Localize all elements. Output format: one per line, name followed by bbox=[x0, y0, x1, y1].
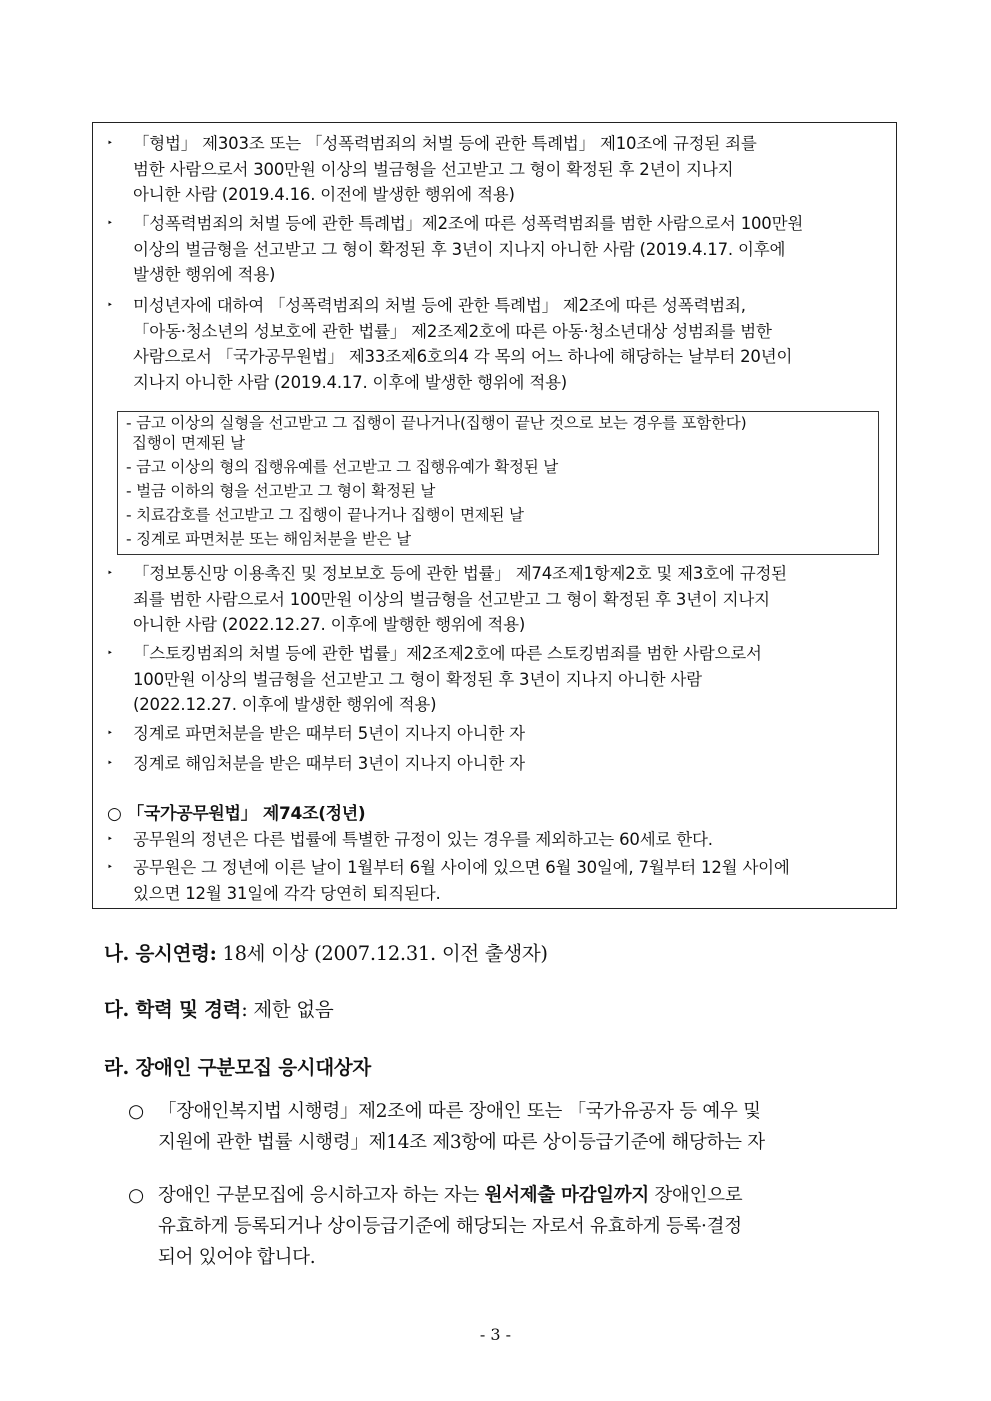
disabled-heading bbox=[104, 1052, 371, 1080]
reference-date-line: - 징계로 파면처분 또는 해임처분을 받은 날 bbox=[126, 530, 411, 548]
list-item-line: 「형법」 제303조 또는 「성폭력범죄의 처벌 등에 관한 특례법」 제10조에 규정된 죄를 bbox=[133, 134, 757, 153]
legal-provisions-box bbox=[92, 122, 897, 909]
list-item-line: 지나지 아니한 사람 (2019.4.17. 이후에 발생한 행위에 적용) bbox=[133, 372, 568, 392]
bullet-icon: ‣ bbox=[107, 834, 113, 845]
list-item-line: 100만원 이상의 벌금형을 선고받고 그 형이 확정된 후 3년이 지나지 아니한 사람 bbox=[133, 669, 702, 689]
reference-date-box bbox=[117, 411, 879, 555]
list-item-line: 있으면 12월 31일에 각각 당연히 퇴직된다. bbox=[133, 883, 441, 903]
education-value: : 제한 없음 bbox=[241, 998, 334, 1021]
reference-date-line: - 벌금 이하의 형을 선고받고 그 형이 확정된 날 bbox=[126, 482, 436, 500]
bullet-icon: ‣ bbox=[107, 758, 113, 769]
list-item-line: 죄를 범한 사람으로서 100만원 이상의 벌금형을 선고받고 그 형이 확정된 후 3년이 지나지 bbox=[133, 589, 770, 609]
education-label: 다. 학력 및 경력 bbox=[104, 998, 242, 1021]
list-item-line: 「아동·청소년의 성보호에 관한 법률」 제2조제2호에 따른 아동·청소년대상 성범죄를 범한 bbox=[133, 321, 772, 341]
list-item-line: 범한 사람으로서 300만원 이상의 벌금형을 선고받고 그 형이 확정된 후 2년이 지나지 bbox=[133, 159, 734, 179]
paragraph-line: 지원에 관한 법률 시행령」제14조 제3항에 따른 상이등급기준에 해당하는 자 bbox=[158, 1132, 765, 1153]
list-item-line: (2022.12.27. 이후에 발생한 행위에 적용) bbox=[133, 695, 437, 714]
section-title: ○ 「국가공무원법」 제74조(정년) bbox=[107, 804, 366, 824]
bullet-icon: ‣ bbox=[107, 862, 113, 873]
list-item-line: 아니한 사람 (2019.4.16. 이전에 발생한 행위에 적용) bbox=[133, 185, 515, 204]
paragraph-line bbox=[158, 1180, 742, 1211]
list-item-line: 발생한 행위에 적용) bbox=[133, 265, 276, 284]
paragraph-line: 되어 있어야 합니다. bbox=[158, 1247, 316, 1268]
bullet-icon: ‣ bbox=[107, 568, 113, 579]
age-value: 18세 이상 (2007.12.31. 이전 출생자) bbox=[216, 942, 548, 965]
list-item-line: 사람으로서 「국가공무원법」 제33조제6호의4 각 목의 어느 하나에 해당하는 날부터 20년이 bbox=[133, 347, 793, 366]
bullet-icon: ‣ bbox=[107, 728, 113, 739]
paragraph-text: 장애인으로 bbox=[648, 1185, 743, 1206]
age-heading bbox=[104, 938, 548, 966]
circle-bullet-icon: ○ bbox=[128, 1101, 144, 1122]
bullet-icon: ‣ bbox=[107, 138, 113, 149]
disabled-paragraph-1 bbox=[128, 1096, 903, 1160]
list-item-line: 아니한 사람 (2022.12.27. 이후에 발행한 행위에 적용) bbox=[133, 615, 526, 634]
circle-bullet-icon: ○ bbox=[128, 1185, 144, 1206]
disabled-title: 라. 장애인 구분모집 응시대상자 bbox=[104, 1056, 371, 1079]
reference-date-line: - 금고 이상의 형의 집행유예를 선고받고 그 집행유예가 확정된 날 bbox=[126, 458, 559, 476]
deadline-emphasis: 원서제출 마감일까지 bbox=[484, 1185, 649, 1206]
bullet-icon: ‣ bbox=[107, 648, 113, 659]
reference-date-line: - 치료감호를 선고받고 그 집행이 끝나거나 집행이 면제된 날 bbox=[126, 506, 524, 524]
list-item-line: 미성년자에 대하여 「성폭력범죄의 처벌 등에 관한 특례법」 제2조에 따른 성폭력범죄, bbox=[133, 296, 746, 315]
disabled-paragraph-2 bbox=[128, 1180, 903, 1276]
reference-date-line: 집행이 면제된 날 bbox=[132, 434, 245, 452]
paragraph-line: 유효하게 등록되거나 상이등급기준에 해당되는 자로서 유효하게 등록·결정 bbox=[158, 1216, 742, 1237]
list-item-line: 징계로 파면처분을 받은 때부터 5년이 지나지 아니한 자 bbox=[133, 724, 525, 743]
list-item-line: 「스토킹범죄의 처벌 등에 관한 법률」제2조제2호에 따른 스토킹범죄를 범한 사람으로서 bbox=[133, 644, 762, 663]
bullet-icon: ‣ bbox=[107, 300, 113, 311]
list-item-line: 징계로 해임처분을 받은 때부터 3년이 지나지 아니한 자 bbox=[133, 754, 525, 773]
list-item-line: 「성폭력범죄의 처벌 등에 관한 특례법」제2조에 따른 성폭력범죄를 범한 사람으로서 100만원 bbox=[133, 214, 804, 233]
bullet-icon: ‣ bbox=[107, 218, 113, 229]
education-heading bbox=[104, 994, 333, 1022]
list-item-line: 공무원은 그 정년에 이른 날이 1월부터 6월 사이에 있으면 6월 30일에, 7월부터 12월 사이에 bbox=[133, 858, 790, 877]
list-item-line: 「정보통신망 이용촉진 및 정보보호 등에 관한 법률」 제74조제1항제2호 및 제3호에 규정된 bbox=[133, 564, 787, 583]
page-number: - 3 - bbox=[479, 1325, 512, 1344]
paragraph-line: 「장애인복지법 시행령」제2조에 따른 장애인 또는 「국가유공자 등 예우 및 bbox=[158, 1101, 761, 1122]
paragraph-text: 장애인 구분모집에 응시하고자 하는 자는 bbox=[158, 1185, 485, 1206]
reference-date-line: - 금고 이상의 실형을 선고받고 그 집행이 끝나거나(집행이 끝난 것으로 보는 경우를 포함한다) bbox=[126, 414, 747, 432]
list-item-line: 이상의 벌금형을 선고받고 그 형이 확정된 후 3년이 지나지 아니한 사람 (2019.4.17. 이후에 bbox=[133, 239, 786, 259]
list-item-line: 공무원의 정년은 다른 법률에 특별한 규정이 있는 경우를 제외하고는 60세로 한다. bbox=[133, 830, 713, 849]
age-label: 나. 응시연령: bbox=[104, 942, 217, 965]
